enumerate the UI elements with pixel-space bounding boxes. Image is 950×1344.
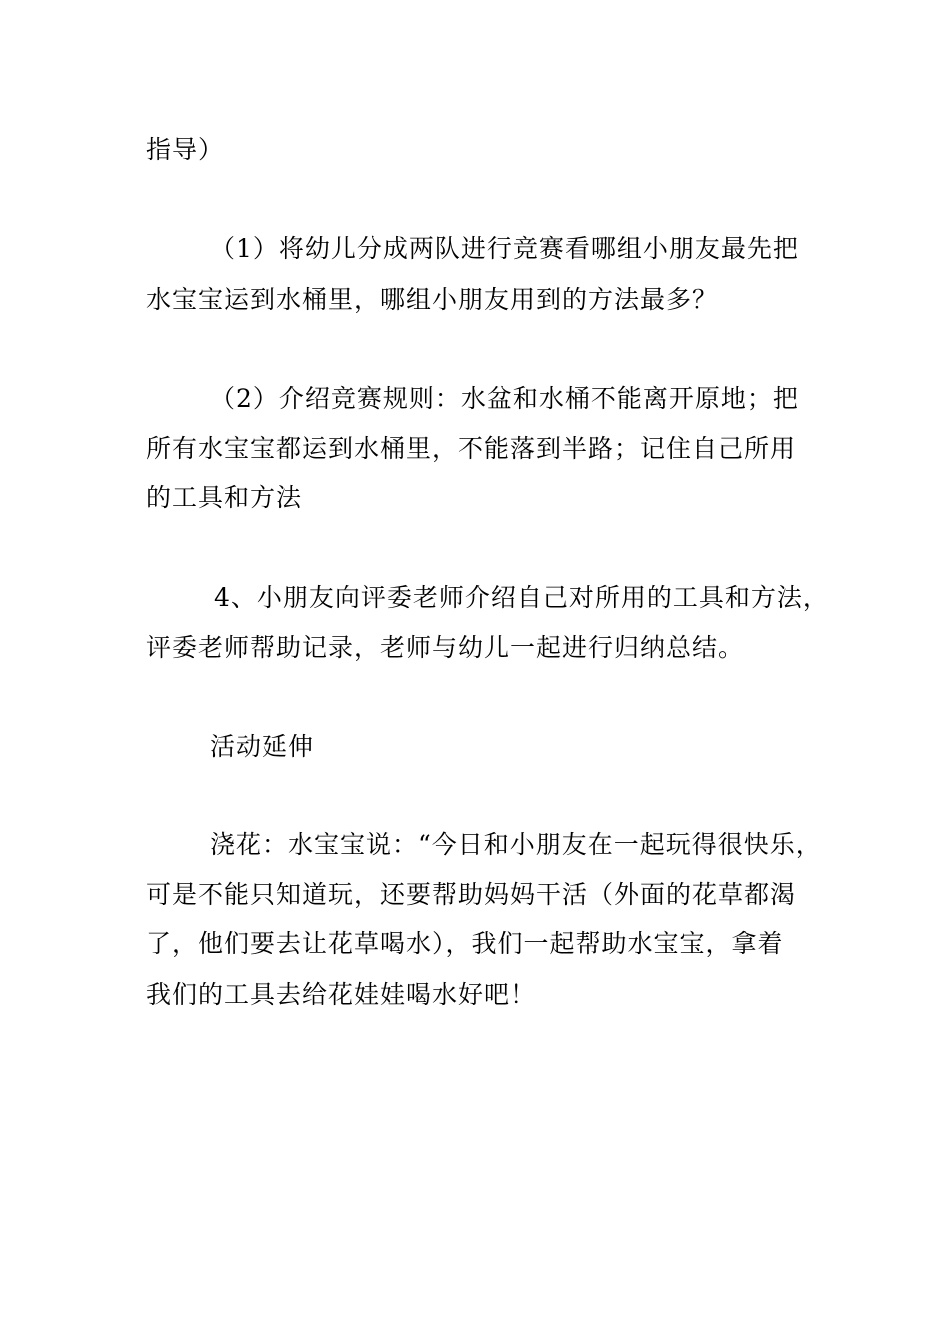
step-1-line-2: 水宝宝运到水桶里，哪组小朋友用到的方法最多？ xyxy=(146,285,719,314)
step-2-line-2: 所有水宝宝都运到水桶里，不能落到半路；记住自己所用 xyxy=(146,434,797,463)
paragraph-continuation-line: 指导） xyxy=(146,135,225,164)
section-heading-activity-extension: 活动延伸 xyxy=(210,732,315,761)
item-4-line-1: 4、小朋友向评委老师介绍自己对所用的工具和方法， xyxy=(214,583,829,612)
step-1-line-1: （1）将幼儿分成两队进行竞赛看哪组小朋友最先把 xyxy=(210,234,799,263)
watering-line-1: 浇花：水宝宝说：“今日和小朋友在一起玩得很快乐， xyxy=(210,830,822,859)
watering-line-4: 我们的工具去给花娃娃喝水好吧！ xyxy=(146,980,537,1009)
watering-line-2: 可是不能只知道玩，还要帮助妈妈干活（外面的花草都渴 xyxy=(146,880,797,909)
step-2-line-3: 的工具和方法 xyxy=(146,483,303,512)
step-2-line-1: （2）介绍竞赛规则：水盆和水桶不能离开原地；把 xyxy=(210,384,799,413)
item-4-line-2: 评委老师帮助记录，老师与幼儿一起进行归纳总结。 xyxy=(146,633,745,662)
watering-line-3: 了，他们要去让花草喝水），我们一起帮助水宝宝，拿着 xyxy=(146,929,784,958)
